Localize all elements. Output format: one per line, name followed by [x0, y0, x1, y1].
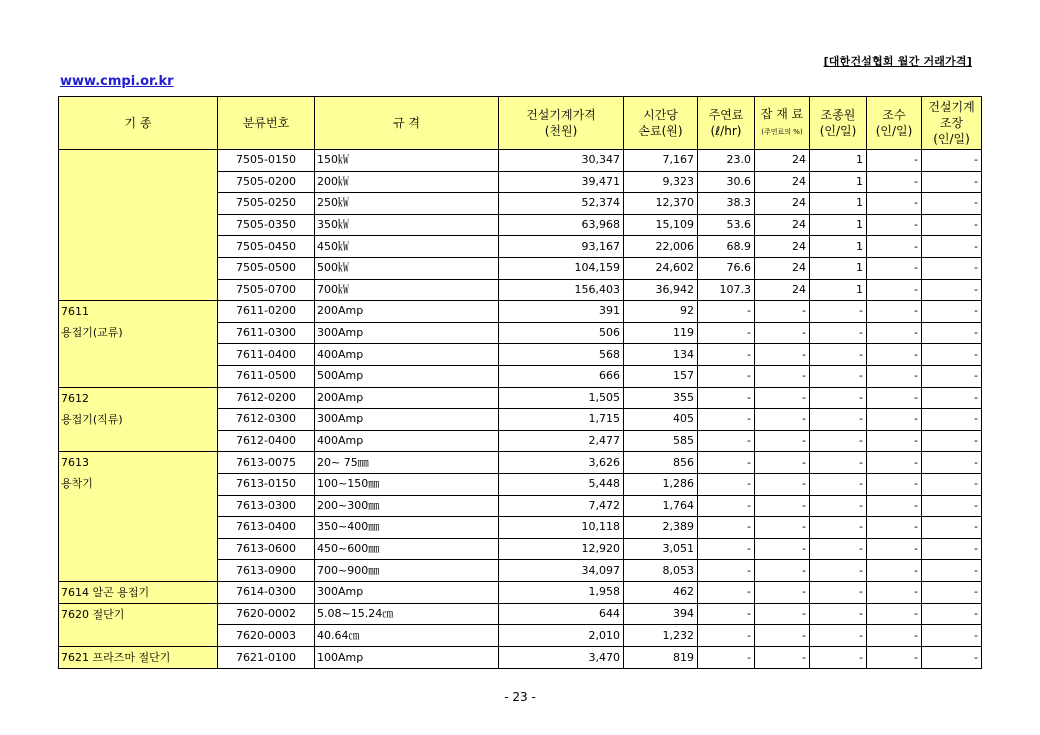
- hourly-cost-cell: 24,602: [624, 257, 698, 279]
- hourly-cost-cell: 157: [624, 365, 698, 387]
- code-cell: 7505-0350: [218, 214, 315, 236]
- fuel-cell: -: [698, 538, 755, 560]
- misc-material-cell: -: [755, 517, 810, 539]
- header-assistant: 조수 (인/일): [867, 97, 922, 150]
- misc-material-cell: 24: [755, 279, 810, 301]
- code-cell: 7612-0200: [218, 387, 315, 409]
- hourly-cost-cell: 1,286: [624, 473, 698, 495]
- code-cell: 7612-0400: [218, 430, 315, 452]
- fuel-cell: 23.0: [698, 150, 755, 172]
- assistant-cell: -: [867, 452, 922, 474]
- group-label-line1: 7614 알곤 용접기: [61, 585, 150, 599]
- spec-cell: 700㎾: [315, 279, 499, 301]
- operator-cell: -: [810, 581, 867, 603]
- fuel-cell: -: [698, 344, 755, 366]
- misc-material-cell: -: [755, 538, 810, 560]
- price-cell: 7,472: [499, 495, 624, 517]
- code-cell: 7613-0300: [218, 495, 315, 517]
- misc-material-cell: -: [755, 322, 810, 344]
- chief-cell: -: [922, 473, 982, 495]
- table-row: [59, 452, 982, 474]
- spec-cell: 400Amp: [315, 430, 499, 452]
- hourly-cost-cell: 819: [624, 647, 698, 669]
- site-link[interactable]: www.cmpi.or.kr: [60, 74, 174, 89]
- code-cell: 7611-0300: [218, 322, 315, 344]
- price-cell: 156,403: [499, 279, 624, 301]
- chief-cell: -: [922, 581, 982, 603]
- chief-cell: -: [922, 150, 982, 172]
- code-cell: 7613-0400: [218, 517, 315, 539]
- fuel-cell: 76.6: [698, 257, 755, 279]
- price-cell: 1,715: [499, 409, 624, 431]
- code-cell: 7611-0200: [218, 301, 315, 323]
- misc-material-cell: 24: [755, 214, 810, 236]
- price-table: [58, 96, 982, 669]
- assistant-cell: -: [867, 344, 922, 366]
- group-label-line1: 7611: [61, 305, 89, 319]
- header-code: 분류번호: [218, 97, 315, 150]
- code-cell: 7505-0250: [218, 193, 315, 215]
- spec-cell: 450㎾: [315, 236, 499, 258]
- hourly-cost-cell: 36,942: [624, 279, 698, 301]
- spec-cell: 200㎾: [315, 171, 499, 193]
- fuel-cell: -: [698, 603, 755, 625]
- assistant-cell: -: [867, 473, 922, 495]
- chief-cell: -: [922, 560, 982, 582]
- spec-cell: 300Amp: [315, 581, 499, 603]
- spec-cell: 200~300㎜: [315, 495, 499, 517]
- chief-cell: -: [922, 409, 982, 431]
- code-cell: 7613-0150: [218, 473, 315, 495]
- misc-material-cell: 24: [755, 193, 810, 215]
- assistant-cell: -: [867, 538, 922, 560]
- header-hourly: 시간당 손료(원): [624, 97, 698, 150]
- operator-cell: -: [810, 625, 867, 647]
- spec-cell: 350㎾: [315, 214, 499, 236]
- operator-cell: 1: [810, 279, 867, 301]
- hourly-cost-cell: 1,232: [624, 625, 698, 647]
- fuel-cell: -: [698, 495, 755, 517]
- group-label-line1: 7613: [61, 456, 89, 470]
- code-cell: 7505-0150: [218, 150, 315, 172]
- group-label-line1: 7612: [61, 391, 89, 405]
- assistant-cell: -: [867, 257, 922, 279]
- hourly-cost-cell: 2,389: [624, 517, 698, 539]
- hourly-cost-cell: 92: [624, 301, 698, 323]
- assistant-cell: -: [867, 236, 922, 258]
- price-cell: 2,477: [499, 430, 624, 452]
- spec-cell: 700~900㎜: [315, 560, 499, 582]
- code-cell: 7613-0075: [218, 452, 315, 474]
- table-row: [59, 647, 982, 669]
- operator-cell: 1: [810, 257, 867, 279]
- assistant-cell: -: [867, 301, 922, 323]
- misc-material-cell: -: [755, 495, 810, 517]
- chief-cell: -: [922, 387, 982, 409]
- hourly-cost-cell: 8,053: [624, 560, 698, 582]
- hourly-cost-cell: 7,167: [624, 150, 698, 172]
- header-spec: 규 격: [315, 97, 499, 150]
- price-cell: 34,097: [499, 560, 624, 582]
- price-cell: 12,920: [499, 538, 624, 560]
- fuel-cell: -: [698, 322, 755, 344]
- chief-cell: -: [922, 301, 982, 323]
- group-label-line2: 용착기: [61, 477, 93, 491]
- hourly-cost-cell: 9,323: [624, 171, 698, 193]
- fuel-cell: -: [698, 517, 755, 539]
- chief-cell: -: [922, 647, 982, 669]
- operator-cell: -: [810, 409, 867, 431]
- hourly-cost-cell: 1,764: [624, 495, 698, 517]
- assistant-cell: -: [867, 430, 922, 452]
- chief-cell: -: [922, 625, 982, 647]
- hourly-cost-cell: 355: [624, 387, 698, 409]
- spec-cell: 200Amp: [315, 387, 499, 409]
- spec-cell: 450~600㎜: [315, 538, 499, 560]
- operator-cell: 1: [810, 236, 867, 258]
- misc-material-cell: -: [755, 603, 810, 625]
- hourly-cost-cell: 15,109: [624, 214, 698, 236]
- chief-cell: -: [922, 517, 982, 539]
- code-cell: 7505-0450: [218, 236, 315, 258]
- chief-cell: -: [922, 171, 982, 193]
- fuel-cell: -: [698, 409, 755, 431]
- operator-cell: -: [810, 387, 867, 409]
- chief-cell: -: [922, 538, 982, 560]
- group-label-line1: 7620 절단기: [61, 607, 125, 621]
- price-cell: 1,958: [499, 581, 624, 603]
- table-row: [59, 581, 982, 603]
- price-cell: 2,010: [499, 625, 624, 647]
- fuel-cell: -: [698, 365, 755, 387]
- misc-material-cell: -: [755, 647, 810, 669]
- assistant-cell: -: [867, 409, 922, 431]
- operator-cell: -: [810, 647, 867, 669]
- code-cell: 7620-0002: [218, 603, 315, 625]
- code-cell: 7611-0400: [218, 344, 315, 366]
- price-cell: 568: [499, 344, 624, 366]
- chief-cell: -: [922, 495, 982, 517]
- group-label-cell: [59, 301, 218, 387]
- assistant-cell: -: [867, 279, 922, 301]
- assistant-cell: -: [867, 517, 922, 539]
- assistant-cell: -: [867, 150, 922, 172]
- code-cell: 7613-0600: [218, 538, 315, 560]
- hourly-cost-cell: 394: [624, 603, 698, 625]
- misc-material-cell: 24: [755, 150, 810, 172]
- operator-cell: 1: [810, 171, 867, 193]
- group-label-line2: 용접기(직류): [61, 412, 123, 426]
- assistant-cell: -: [867, 214, 922, 236]
- price-cell: 39,471: [499, 171, 624, 193]
- code-cell: 7612-0300: [218, 409, 315, 431]
- header-misc: 잡 재 료 (주연료의 %): [755, 97, 810, 150]
- price-cell: 93,167: [499, 236, 624, 258]
- operator-cell: -: [810, 560, 867, 582]
- operator-cell: -: [810, 301, 867, 323]
- group-label-cell: [59, 150, 218, 301]
- operator-cell: -: [810, 322, 867, 344]
- hourly-cost-cell: 12,370: [624, 193, 698, 215]
- chief-cell: -: [922, 344, 982, 366]
- operator-cell: -: [810, 603, 867, 625]
- group-label-line1: 7621 프라즈마 절단기: [61, 651, 171, 665]
- operator-cell: -: [810, 495, 867, 517]
- misc-material-cell: 24: [755, 257, 810, 279]
- assistant-cell: -: [867, 581, 922, 603]
- header-chief: 건설기계 조장 (인/일): [922, 97, 982, 150]
- spec-cell: 400Amp: [315, 344, 499, 366]
- spec-cell: 150㎾: [315, 150, 499, 172]
- spec-cell: 250㎾: [315, 193, 499, 215]
- operator-cell: 1: [810, 214, 867, 236]
- hourly-cost-cell: 119: [624, 322, 698, 344]
- chief-cell: -: [922, 452, 982, 474]
- code-cell: 7620-0003: [218, 625, 315, 647]
- misc-material-cell: -: [755, 560, 810, 582]
- chief-cell: -: [922, 236, 982, 258]
- assistant-cell: -: [867, 365, 922, 387]
- assistant-cell: -: [867, 625, 922, 647]
- fuel-cell: 30.6: [698, 171, 755, 193]
- page-number: - 23 -: [504, 690, 536, 704]
- hourly-cost-cell: 3,051: [624, 538, 698, 560]
- spec-cell: 350~400㎜: [315, 517, 499, 539]
- operator-cell: -: [810, 365, 867, 387]
- chief-cell: -: [922, 257, 982, 279]
- fuel-cell: -: [698, 430, 755, 452]
- assistant-cell: -: [867, 322, 922, 344]
- hourly-cost-cell: 462: [624, 581, 698, 603]
- chief-cell: -: [922, 430, 982, 452]
- header-kind: 기 종: [59, 97, 218, 150]
- code-cell: 7505-0500: [218, 257, 315, 279]
- misc-material-cell: -: [755, 473, 810, 495]
- price-cell: 5,448: [499, 473, 624, 495]
- spec-cell: 500㎾: [315, 257, 499, 279]
- group-label-cell: [59, 647, 218, 669]
- assistant-cell: -: [867, 495, 922, 517]
- operator-cell: -: [810, 538, 867, 560]
- misc-material-cell: 24: [755, 171, 810, 193]
- misc-material-cell: -: [755, 581, 810, 603]
- price-cell: 52,374: [499, 193, 624, 215]
- hourly-cost-cell: 856: [624, 452, 698, 474]
- fuel-cell: 53.6: [698, 214, 755, 236]
- fuel-cell: -: [698, 560, 755, 582]
- assistant-cell: -: [867, 560, 922, 582]
- assistant-cell: -: [867, 387, 922, 409]
- operator-cell: -: [810, 430, 867, 452]
- price-cell: 506: [499, 322, 624, 344]
- misc-material-cell: -: [755, 387, 810, 409]
- misc-material-cell: -: [755, 365, 810, 387]
- assistant-cell: -: [867, 647, 922, 669]
- table-row: [59, 150, 982, 172]
- price-cell: 3,626: [499, 452, 624, 474]
- operator-cell: 1: [810, 150, 867, 172]
- chief-cell: -: [922, 322, 982, 344]
- operator-cell: -: [810, 473, 867, 495]
- publisher-label: [대한건설협회 월간 거래가격]: [823, 55, 972, 68]
- code-cell: 7505-0700: [218, 279, 315, 301]
- misc-material-cell: -: [755, 344, 810, 366]
- table-row: [59, 301, 982, 323]
- price-cell: 3,470: [499, 647, 624, 669]
- group-label-cell: [59, 603, 218, 646]
- fuel-cell: -: [698, 301, 755, 323]
- price-cell: 644: [499, 603, 624, 625]
- assistant-cell: -: [867, 193, 922, 215]
- code-cell: 7614-0300: [218, 581, 315, 603]
- fuel-cell: -: [698, 387, 755, 409]
- header-row: [59, 97, 982, 150]
- spec-cell: 40.64㎝: [315, 625, 499, 647]
- hourly-cost-cell: 22,006: [624, 236, 698, 258]
- chief-cell: -: [922, 365, 982, 387]
- hourly-cost-cell: 134: [624, 344, 698, 366]
- chief-cell: -: [922, 603, 982, 625]
- price-cell: 391: [499, 301, 624, 323]
- hourly-cost-cell: 585: [624, 430, 698, 452]
- spec-cell: 100Amp: [315, 647, 499, 669]
- misc-material-cell: -: [755, 625, 810, 647]
- operator-cell: -: [810, 452, 867, 474]
- misc-material-cell: -: [755, 409, 810, 431]
- price-cell: 104,159: [499, 257, 624, 279]
- fuel-cell: -: [698, 647, 755, 669]
- fuel-cell: -: [698, 473, 755, 495]
- group-label-cell: [59, 387, 218, 452]
- operator-cell: -: [810, 517, 867, 539]
- header-fuel: 주연료 (ℓ/hr): [698, 97, 755, 150]
- price-cell: 1,505: [499, 387, 624, 409]
- operator-cell: 1: [810, 193, 867, 215]
- price-cell: 10,118: [499, 517, 624, 539]
- assistant-cell: -: [867, 603, 922, 625]
- spec-cell: 100~150㎜: [315, 473, 499, 495]
- code-cell: 7505-0200: [218, 171, 315, 193]
- code-cell: 7621-0100: [218, 647, 315, 669]
- header-price: 건설기계가격 (천원): [499, 97, 624, 150]
- fuel-cell: -: [698, 452, 755, 474]
- chief-cell: -: [922, 193, 982, 215]
- misc-material-cell: 24: [755, 236, 810, 258]
- fuel-cell: -: [698, 625, 755, 647]
- table-row: [59, 603, 982, 625]
- spec-cell: 500Amp: [315, 365, 499, 387]
- price-cell: 666: [499, 365, 624, 387]
- fuel-cell: 38.3: [698, 193, 755, 215]
- price-cell: 63,968: [499, 214, 624, 236]
- fuel-cell: -: [698, 581, 755, 603]
- hourly-cost-cell: 405: [624, 409, 698, 431]
- misc-material-cell: -: [755, 452, 810, 474]
- fuel-cell: 68.9: [698, 236, 755, 258]
- fuel-cell: 107.3: [698, 279, 755, 301]
- misc-material-cell: -: [755, 430, 810, 452]
- spec-cell: 5.08~15.24㎝: [315, 603, 499, 625]
- group-label-line2: 용접기(교류): [61, 326, 123, 340]
- chief-cell: -: [922, 214, 982, 236]
- spec-cell: 20~ 75㎜: [315, 452, 499, 474]
- header-operator: 조종원 (인/일): [810, 97, 867, 150]
- spec-cell: 300Amp: [315, 409, 499, 431]
- group-label-cell: [59, 452, 218, 582]
- operator-cell: -: [810, 344, 867, 366]
- chief-cell: -: [922, 279, 982, 301]
- code-cell: 7613-0900: [218, 560, 315, 582]
- misc-material-cell: -: [755, 301, 810, 323]
- table-row: [59, 387, 982, 409]
- price-cell: 30,347: [499, 150, 624, 172]
- group-label-cell: [59, 581, 218, 603]
- code-cell: 7611-0500: [218, 365, 315, 387]
- spec-cell: 200Amp: [315, 301, 499, 323]
- spec-cell: 300Amp: [315, 322, 499, 344]
- assistant-cell: -: [867, 171, 922, 193]
